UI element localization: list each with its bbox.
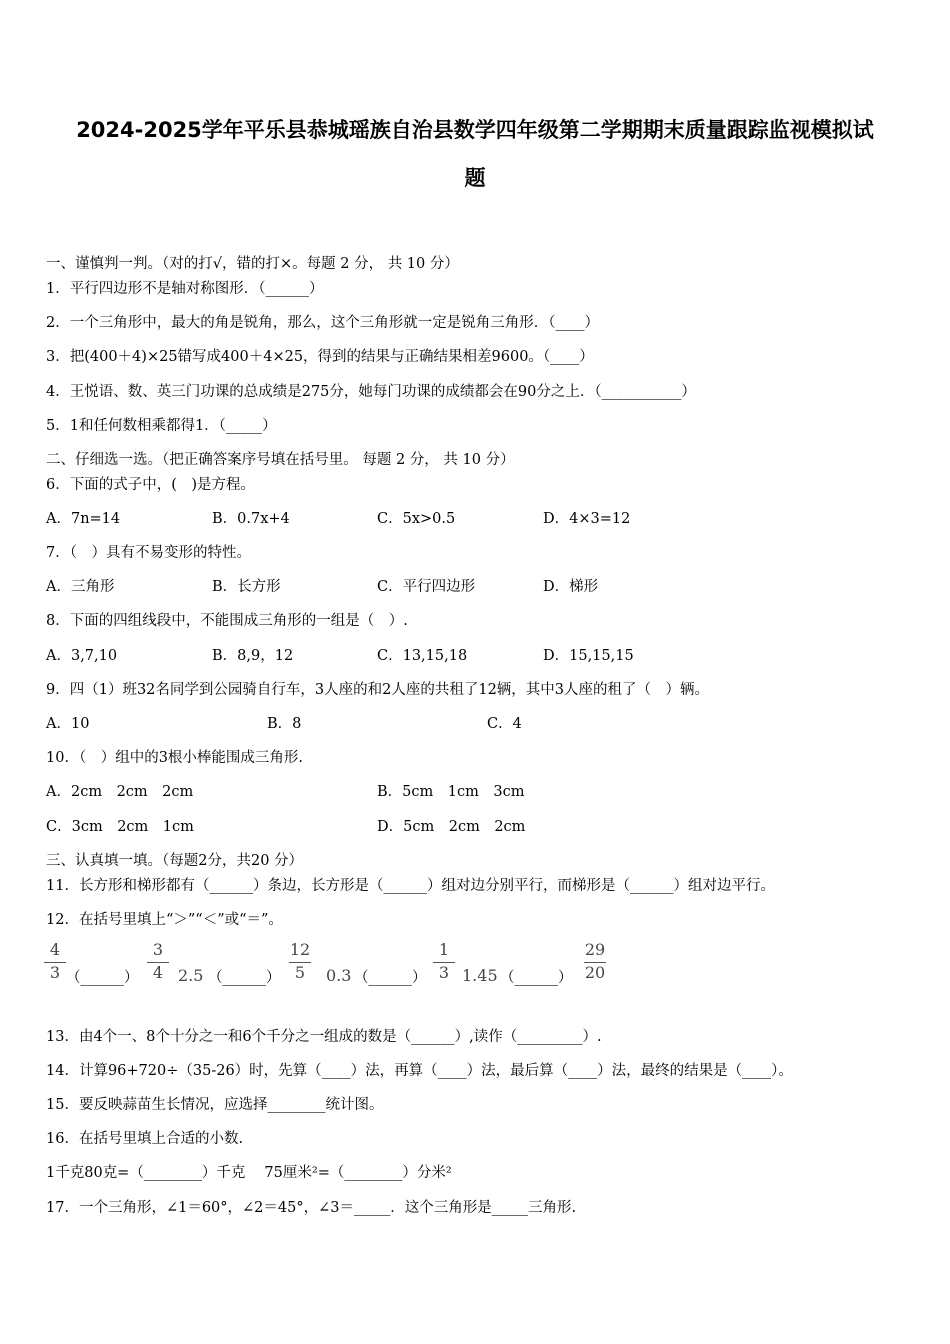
q12-value-2: 2.5 bbox=[178, 966, 204, 985]
doc-title-line1: 2024-2025学年平乐县恭城瑶族自治县数学四年级第二学期期末质量跟踪监视模拟试 bbox=[76, 118, 874, 142]
q6-option-d: D．4×3=12 bbox=[543, 511, 631, 527]
q12-value-3: 0.3 bbox=[326, 966, 352, 985]
q7-option-c: C．平行四边形 bbox=[377, 579, 476, 595]
question-14: 14．计算96+720÷（35-26）时，先算（____）法，再算（____）法，最后算（____）法，最终的结果是（____）。 bbox=[46, 1063, 793, 1079]
question-11: 11．长方形和梯形都有（______）条边，长方形是（______）组对边分别平行，而梯形是（______）组对边平行。 bbox=[46, 878, 775, 894]
fraction-denominator: 4 bbox=[152, 963, 164, 982]
q9-option-c: C．4 bbox=[487, 716, 522, 732]
question-15: 15．要反映蒜苗生长情况，应选择________统计图。 bbox=[46, 1097, 384, 1113]
q8-option-a: A．3,7,10 bbox=[46, 648, 118, 664]
q12-fraction-1 bbox=[42, 940, 68, 983]
q12-fraction-2 bbox=[145, 940, 171, 983]
fraction-numerator: 3 bbox=[152, 940, 164, 959]
question-12: 12．在括号里填上“＞”“＜”或“＝”。 bbox=[46, 912, 283, 928]
fraction-numerator: 1 bbox=[438, 940, 450, 959]
q10-option-c: C．3cm 2cm 1cm bbox=[46, 819, 194, 835]
section2-header: 二、仔细选一选。（把正确答案序号填在括号里。 每题 2 分， 共 10 分） bbox=[46, 452, 515, 468]
question-9: 9．四（1）班32名同学到公园骑自行车，3人座的和2人座的共租了12辆，其中3人座的租了（ ）辆。 bbox=[46, 682, 710, 698]
question-6: 6．下面的式子中，( )是方程。 bbox=[46, 477, 256, 493]
question-13: 13．由4个一、8个十分之一和6个千分之一组成的数是（______）,读作（_________）. bbox=[46, 1029, 602, 1045]
q12-blank-2[interactable]: （______） bbox=[208, 970, 281, 986]
fraction-numerator: 29 bbox=[584, 940, 606, 959]
q12-value-4: 1.45 bbox=[462, 966, 498, 985]
fraction-denominator: 3 bbox=[49, 963, 61, 982]
fraction-numerator: 4 bbox=[49, 940, 61, 959]
question-2: 2．一个三角形中，最大的角是锐角，那么，这个三角形就一定是锐角三角形．（____） bbox=[46, 315, 599, 331]
q7-option-d: D．梯形 bbox=[543, 579, 599, 595]
q8-option-c: C．13,15,18 bbox=[377, 648, 468, 664]
question-3: 3．把(400＋4)×25错写成400＋4×25，得到的结果与正确结果相差9600。（____） bbox=[46, 349, 594, 365]
section1-header: 一、谨慎判一判。（对的打√，错的打×。每题 2 分， 共 10 分） bbox=[46, 256, 459, 272]
question-4: 4．王悦语、数、英三门功课的总成绩是275分，她每门功课的成绩都会在90分之上．（___________） bbox=[46, 384, 696, 400]
fraction-denominator: 20 bbox=[584, 963, 606, 982]
q10-option-a: A．2cm 2cm 2cm bbox=[46, 784, 194, 800]
doc-title-line2: 题 bbox=[464, 166, 486, 190]
q9-option-b: B．8 bbox=[267, 716, 302, 732]
question-1: 1．平行四边形不是轴对称图形．（______） bbox=[46, 281, 324, 297]
question-10: 10．（ ）组中的3根小棒能围成三角形. bbox=[46, 750, 304, 766]
q12-fraction-5 bbox=[582, 940, 608, 983]
q8-option-d: D．15,15,15 bbox=[543, 648, 634, 664]
q6-option-c: C．5x>0.5 bbox=[377, 511, 456, 527]
question-8: 8．下面的四组线段中，不能围成三角形的一组是（ ）. bbox=[46, 613, 408, 629]
q10-option-d: D．5cm 2cm 2cm bbox=[377, 819, 526, 835]
q12-blank-1[interactable]: （______） bbox=[66, 970, 139, 986]
q7-option-a: A．三角形 bbox=[46, 579, 115, 595]
fraction-denominator: 5 bbox=[294, 963, 306, 982]
question-7: 7．（ ）具有不易变形的特性。 bbox=[46, 545, 251, 561]
q8-option-b: B．8,9，12 bbox=[212, 648, 294, 664]
q12-fraction-3 bbox=[287, 940, 313, 983]
q12-blank-4[interactable]: （______） bbox=[500, 970, 573, 986]
q6-option-b: B．0.7x+4 bbox=[212, 511, 290, 527]
fraction-numerator: 12 bbox=[289, 940, 311, 959]
question-16: 16．在括号里填上合适的小数. bbox=[46, 1131, 244, 1147]
section3-header: 三、认真填一填。（每题2分，共20 分） bbox=[46, 853, 304, 869]
q9-option-a: A．10 bbox=[46, 716, 90, 732]
question-5: 5．1和任何数相乘都得1．（_____） bbox=[46, 418, 277, 434]
q7-option-b: B．长方形 bbox=[212, 579, 281, 595]
fraction-denominator: 3 bbox=[438, 963, 450, 982]
question-16-line: 1千克80克=（________）千克 75厘米²=（________）分米² bbox=[46, 1165, 452, 1181]
question-17: 17．一个三角形，∠1＝60°，∠2＝45°，∠3＝_____．这个三角形是_____三角形. bbox=[46, 1200, 577, 1216]
q6-option-a: A．7n=14 bbox=[46, 511, 121, 527]
q12-blank-3[interactable]: （______） bbox=[354, 970, 427, 986]
q10-option-b: B．5cm 1cm 3cm bbox=[377, 784, 525, 800]
q12-fraction-4 bbox=[431, 940, 457, 983]
